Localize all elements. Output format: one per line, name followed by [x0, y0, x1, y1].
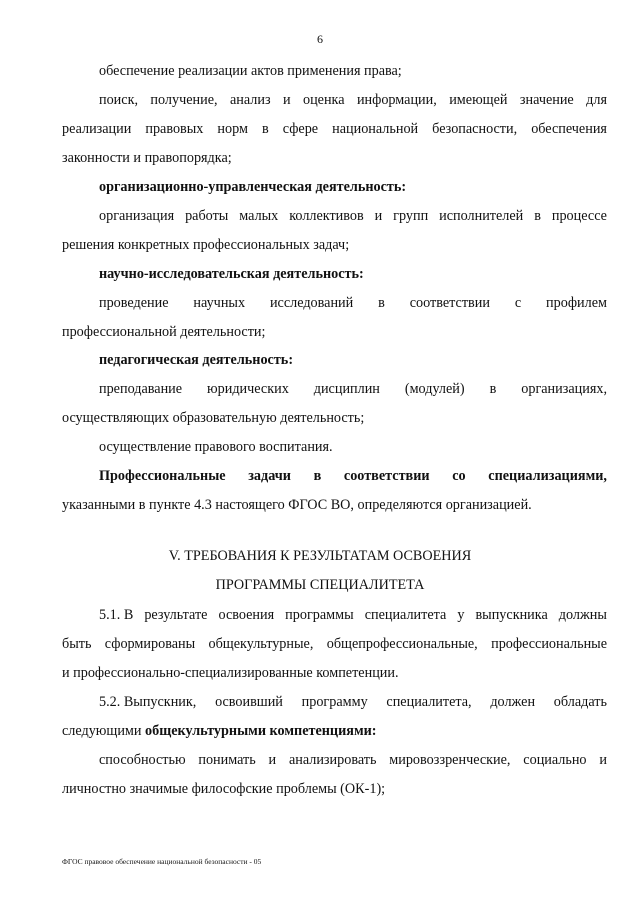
word: в	[313, 468, 322, 484]
word: со	[452, 468, 466, 484]
word: малых	[239, 208, 279, 224]
justified-line	[99, 751, 607, 769]
word: обеспечения	[531, 121, 607, 137]
word: программы	[285, 607, 354, 623]
word: в	[534, 208, 541, 224]
word: научных	[193, 295, 246, 311]
word: Профессиональные	[99, 468, 226, 484]
word: общепрофессиональные,	[326, 636, 478, 652]
justified-line	[99, 693, 607, 711]
word: специалитета,	[386, 694, 472, 710]
word: коллективов	[289, 208, 364, 224]
word: способностью	[99, 752, 186, 768]
word: профилем	[546, 295, 607, 311]
word: безопасности,	[432, 121, 518, 137]
word: и	[282, 92, 291, 108]
word: быть	[62, 636, 92, 652]
justified-line	[99, 91, 607, 109]
justified-line	[99, 380, 607, 398]
text-line: указанными в пункте 4.3 настоящего ФГОС ВО, определяются организацией.	[62, 497, 532, 513]
word: исполнителей	[439, 208, 524, 224]
section-heading: организационно-управленческая деятельность:	[99, 179, 407, 195]
word: групп	[393, 208, 429, 224]
word: анализировать	[288, 752, 377, 768]
section-title: ПРОГРАММЫ СПЕЦИАЛИТЕТА	[215, 577, 425, 593]
word: в	[378, 295, 385, 311]
justified-line	[99, 207, 607, 225]
text-line: профессиональной деятельности;	[62, 324, 266, 340]
word: 5.1. В	[99, 607, 134, 623]
word: обладать	[553, 694, 607, 710]
word: общекультурные,	[208, 636, 314, 652]
word: соответствии	[409, 295, 490, 311]
justified-line	[99, 294, 607, 312]
text-line: и профессионально-специализированные компетенции.	[62, 665, 399, 681]
word: организациях,	[521, 381, 607, 397]
word: в	[262, 121, 269, 137]
word: задачи	[248, 468, 291, 484]
text-line: решения конкретных профессиональных задач;	[62, 237, 350, 253]
word: дисциплин	[313, 381, 380, 397]
word: с	[514, 295, 522, 311]
word: мировоззренческие,	[389, 752, 511, 768]
word: программу	[301, 694, 368, 710]
word: освоивший	[215, 694, 283, 710]
text-line: законности и правопорядка;	[62, 150, 232, 166]
word: оценка	[302, 92, 345, 108]
justified-line	[99, 467, 607, 485]
word: сфере	[282, 121, 319, 137]
word: юридических	[207, 381, 289, 397]
word: поиск,	[99, 92, 139, 108]
text-line: осуществляющих образовательную деятельность;	[62, 410, 365, 426]
word: и	[268, 752, 277, 768]
text-line	[62, 722, 377, 740]
word: в	[489, 381, 497, 397]
word: получение,	[150, 92, 218, 108]
word: 5.2. Выпускник,	[99, 694, 197, 710]
word: процессе	[551, 208, 607, 224]
word: профессиональные	[491, 636, 607, 652]
word: соответствии	[343, 468, 430, 484]
word: и	[374, 208, 383, 224]
word: правовых	[145, 121, 204, 137]
word: реализации	[62, 121, 132, 137]
word: (модулей)	[404, 381, 465, 397]
word: значение	[519, 92, 574, 108]
word: и	[599, 752, 607, 768]
text-run: следующими	[62, 723, 146, 739]
word: должен	[490, 694, 536, 710]
justified-line	[99, 606, 607, 624]
word: проведение	[99, 295, 169, 311]
text-line: осуществление правового воспитания.	[99, 439, 333, 455]
word: исследований	[269, 295, 354, 311]
justified-line	[62, 120, 607, 138]
word: норм	[217, 121, 248, 137]
section-heading: научно-исследовательская деятельность:	[99, 266, 364, 282]
word: специализациями,	[488, 468, 607, 484]
section-heading: педагогическая деятельность:	[99, 352, 294, 368]
page-footer: ФГОС правовое обеспечение национальной безопасности - 05	[62, 857, 262, 866]
bold-text-run: общекультурными компетенциями:	[145, 723, 377, 739]
word: выпускника	[475, 607, 548, 623]
word: организация	[99, 208, 175, 224]
word: сформированы	[104, 636, 196, 652]
word: преподавание	[99, 381, 183, 397]
word: национальной	[332, 121, 419, 137]
word: информации,	[356, 92, 437, 108]
word: результате	[144, 607, 208, 623]
justified-line	[62, 635, 607, 653]
word: работы	[185, 208, 229, 224]
word: у	[457, 607, 465, 623]
page-number: 6	[317, 32, 323, 46]
word: социально	[523, 752, 587, 768]
section-title: V. ТРЕБОВАНИЯ К РЕЗУЛЬТАТАМ ОСВОЕНИЯ	[168, 548, 472, 564]
word: анализ	[229, 92, 271, 108]
text-line: личностно значимые философские проблемы (ОК-1);	[62, 781, 386, 797]
word: понимать	[198, 752, 256, 768]
word: имеющей	[449, 92, 508, 108]
word: освоения	[218, 607, 275, 623]
word: для	[586, 92, 607, 108]
word: должны	[558, 607, 607, 623]
text-line: обеспечение реализации актов применения права;	[99, 63, 402, 79]
word: специалитета	[364, 607, 447, 623]
